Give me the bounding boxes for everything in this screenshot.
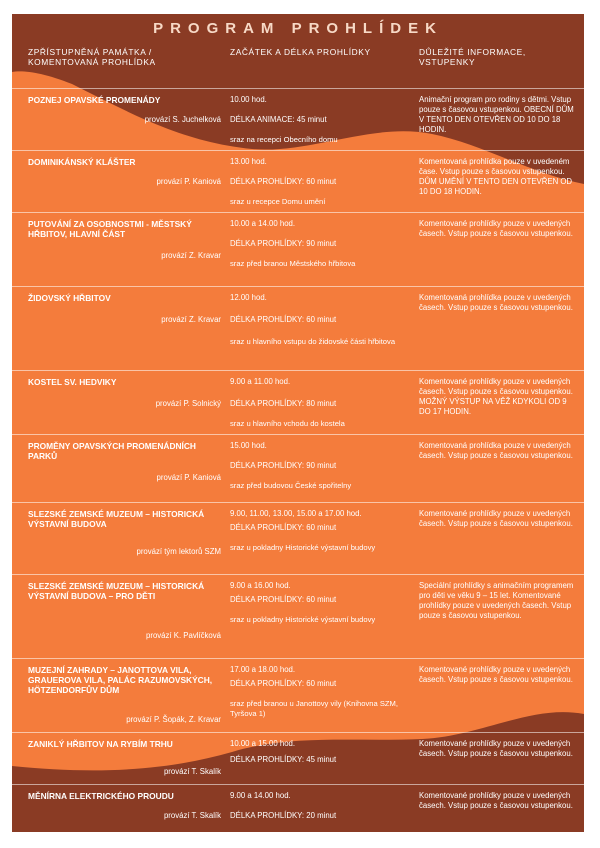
tour-guide: provází P. Kaniová (156, 473, 221, 482)
tour-info-text: Komentované prohlídky pouze v uvedených časech. Vstup pouze s časovou vstupenkou. (419, 791, 573, 810)
tour-time: 10.00 a 15.00 hod. (230, 739, 296, 748)
tour-row (12, 88, 584, 151)
tour-row (12, 150, 584, 211)
tour-time: 13.00 hod. (230, 157, 267, 166)
tour-info-text: Komentované prohlídky pouze v uvedených časech. Vstup pouze s časovou vstupenkou. (419, 665, 573, 684)
tour-duration: DÉLKA PROHLÍDKY: 90 minut (230, 239, 337, 248)
tour-meeting-point: sraz před branou Městského hřbitova (230, 259, 356, 268)
program-sheet (12, 14, 584, 832)
tour-info-text: Komentované prohlídky pouze v uvedených časech. Vstup pouze s časovou vstupenkou. (419, 219, 573, 238)
tour-guide: provází Z. Kravar (161, 315, 221, 324)
tour-time: 10.00 a 14.00 hod. (230, 219, 296, 228)
tour-name: ZANIKLÝ HŘBITOV NA RYBÍM TRHU (28, 739, 173, 749)
tour-row (12, 574, 584, 659)
tour-duration: DÉLKA ANIMACE: 45 minut (230, 115, 327, 124)
tour-info-notice: MOŽNÝ VÝSTUP NA VĚŽ KDYKOLI OD 9 DO 17 HODIN. (419, 397, 567, 416)
tour-duration: DÉLKA PROHLÍDKY: 60 minut (230, 523, 337, 532)
tour-name: PROMĚNY OPAVSKÝCH PROMENÁDNÍCH PARKŮ (28, 441, 196, 461)
tour-time: 15.00 hod. (230, 441, 267, 450)
header-info: DŮLEŽITÉ INFORMACE, VSTUPENKY (419, 47, 526, 67)
tour-meeting-point: sraz před budovou České spořitelny (230, 481, 352, 490)
tour-duration: DÉLKA PROHLÍDKY: 80 minut (230, 399, 337, 408)
tour-info (419, 377, 579, 417)
tour-row (12, 434, 584, 501)
tour-time: 9.00, 11.00, 13.00, 15.00 a 17.00 hod. (230, 509, 362, 518)
tour-row (12, 370, 584, 433)
tour-row (12, 286, 584, 369)
tour-name: PUTOVÁNÍ ZA OSOBNOSTMI - MĚSTSKÝ HŘBITOV, HLAVNÍ ČÁST (28, 219, 192, 239)
tour-info-text: Animační program pro rodiny s dětmi. Vstup pouze s časovou vstupenkou. (419, 95, 572, 114)
page-title: PROGRAM PROHLÍDEK (153, 20, 443, 37)
tour-guide: provází S. Juchelková (144, 115, 221, 124)
tour-meeting-point: sraz u recepce Domu umění (230, 197, 326, 206)
tour-name: MUZEJNÍ ZAHRADY – JANOTTOVA VILA, GRAUEROVA VILA, PALÁC RAZUMOVSKÝCH, HÖTZENDORFŮV DŮM (28, 665, 213, 695)
tour-time: 9.00 a 11.00 hod. (230, 377, 291, 386)
tour-info-text: Speciální prohlídky s animačním programem pro děti ve věku 9 – 15 let. Komentované prohlídky pouze v uvedených časech. Vstup pouze s časovou vstupenkou. (419, 581, 574, 620)
tour-duration: DÉLKA PROHLÍDKY: 20 minut (230, 811, 337, 820)
tour-guide: provází K. Pavlíčková (146, 631, 221, 640)
tour-guide: provází P. Solnický (155, 399, 221, 408)
tour-time: 17.00 a 18.00 hod. (230, 665, 296, 674)
tour-time: 12.00 hod. (230, 293, 267, 302)
tour-guide: provází P. Šopák, Z. Kravar (126, 715, 221, 724)
tour-row (12, 732, 584, 785)
tour-info (419, 441, 579, 461)
tour-info-text: Komentovaná prohlídka pouze v uvedených časech. Vstup pouze s časovou vstupenkou. (419, 293, 573, 312)
tour-row (12, 784, 584, 832)
tour-guide: provází T. Skalík (163, 767, 221, 776)
tour-row (12, 502, 584, 573)
tour-time: 9.00 a 14.00 hod. (230, 791, 291, 800)
tour-info (419, 219, 579, 239)
tour-info (419, 157, 579, 197)
tour-info-text: Komentované prohlídky pouze v uvedených časech. Vstup pouze s časovou vstupenkou. (419, 739, 573, 758)
tour-name: SLEZSKÉ ZEMSKÉ MUZEUM – HISTORICKÁ VÝSTAVNÍ BUDOVA – PRO DĚTI (28, 581, 205, 601)
tour-duration: DÉLKA PROHLÍDKY: 60 minut (230, 595, 337, 604)
tour-row (12, 212, 584, 279)
tour-info (419, 509, 579, 529)
tour-meeting-point: sraz u pokladny Historické výstavní budovy (230, 543, 376, 552)
tour-time: 10.00 hod. (230, 95, 267, 104)
tour-duration: DÉLKA PROHLÍDKY: 60 minut (230, 177, 337, 186)
tour-name: ŽIDOVSKÝ HŘBITOV (28, 293, 111, 303)
tour-info-text: Komentovaná prohlídka pouze v uvedeném čase. Vstup pouze s časovou vstupenkou. (419, 157, 570, 176)
tour-info-notice: OBECNÍ DŮM V TENTO DEN OTEVŘEN OD 10 DO 18 HODIN. (419, 105, 574, 134)
tour-duration: DÉLKA PROHLÍDKY: 60 minut (230, 315, 337, 324)
tour-meeting-point: sraz na recepci Obecního domu (230, 135, 338, 144)
tour-name: MĚNÍRNA ELEKTRICKÉHO PROUDU (28, 791, 174, 801)
tour-info-text: Komentované prohlídky pouze v uvedených časech. Vstup pouze s časovou vstupenkou. (419, 377, 573, 396)
tour-guide: provází P. Kaniová (156, 177, 221, 186)
tour-info (419, 293, 579, 313)
tour-info-notice: DŮM UMĚNÍ V TENTO DEN OTEVŘEN OD 10 DO 18 HODIN. (419, 177, 573, 196)
tour-info (419, 739, 579, 759)
tour-name: DOMINIKÁNSKÝ KLÁŠTER (28, 157, 136, 167)
tour-info (419, 665, 579, 685)
tour-guide: provází T. Skalík (163, 811, 221, 820)
tour-meeting-point: sraz u hlavního vchodu do kostela (230, 419, 345, 428)
tour-name: POZNEJ OPAVSKÉ PROMENÁDY (28, 95, 161, 105)
tour-meeting-point: sraz u hlavního vstupu do židovské části hřbitova (230, 337, 396, 346)
tour-info-text: Komentovaná prohlídka pouze v uvedených časech. Vstup pouze s časovou vstupenkou. (419, 441, 573, 460)
tour-row (12, 658, 584, 733)
tour-info (419, 791, 579, 811)
tour-duration: DÉLKA PROHLÍDKY: 60 minut (230, 679, 337, 688)
header-start-duration: ZAČÁTEK A DÉLKA PROHLÍDKY (230, 47, 371, 57)
tour-name: KOSTEL SV. HEDVIKY (28, 377, 117, 387)
tour-meeting-point: sraz u pokladny Historické výstavní budovy (230, 615, 376, 624)
tour-guide: provází tým lektorů SZM (136, 547, 221, 556)
tour-duration: DÉLKA PROHLÍDKY: 45 minut (230, 755, 337, 764)
tour-info (419, 581, 579, 621)
tour-name: SLEZSKÉ ZEMSKÉ MUZEUM – HISTORICKÁ VÝSTAVNÍ BUDOVA (28, 509, 205, 529)
tour-guide: provází Z. Kravar (161, 251, 221, 260)
tour-info (419, 95, 579, 135)
tour-meeting-point: sraz před branou u Janottovy vily (Knihovna SZM, Tyršova 1) (230, 699, 398, 718)
tour-time: 9.00 a 16.00 hod. (230, 581, 291, 590)
header-attraction: ZPŘÍSTUPNĚNÁ PAMÁTKA / KOMENTOVANÁ PROHLÍDKA (28, 47, 156, 67)
tour-duration: DÉLKA PROHLÍDKY: 90 minut (230, 461, 337, 470)
tour-info-text: Komentované prohlídky pouze v uvedených časech. Vstup pouze s časovou vstupenkou. (419, 509, 573, 528)
